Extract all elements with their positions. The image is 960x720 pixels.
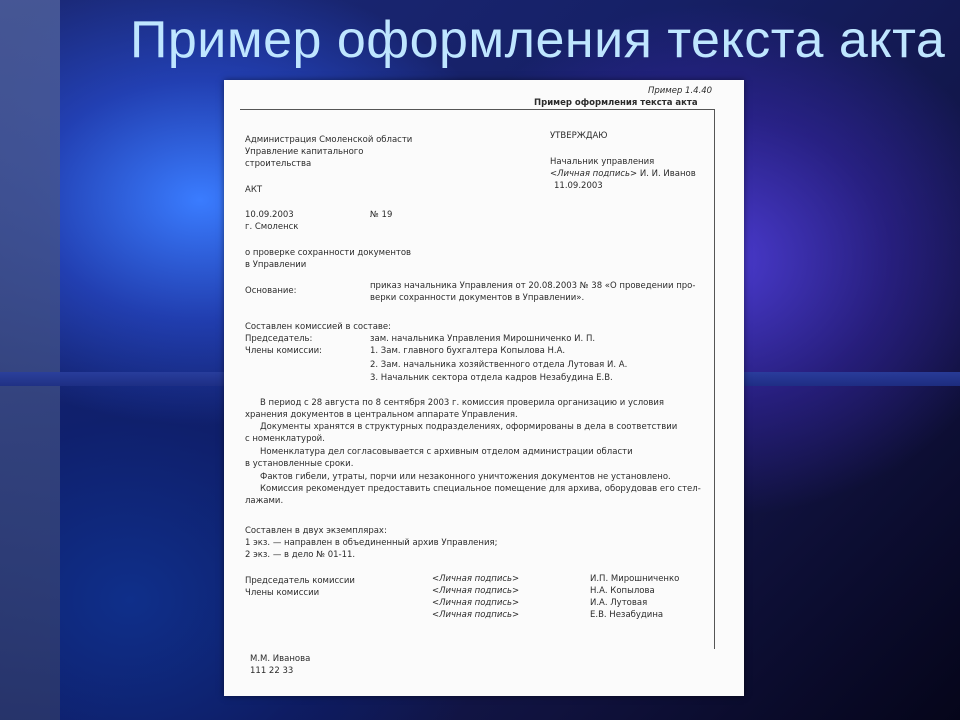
body-line-2: хранения документов в центральном аппарате Управления. — [245, 410, 518, 420]
sign-chair-label: Председатель комиссии — [245, 576, 355, 586]
signature-placeholder: <Личная подпись> — [432, 586, 520, 596]
doc-place: г. Смоленск — [245, 222, 299, 232]
basis-line-2: верки сохранности документов в Управлении». — [370, 293, 585, 303]
frame-top-line — [240, 109, 714, 110]
doc-number: № 19 — [370, 210, 393, 220]
signature-placeholder: <Личная подпись> — [432, 610, 520, 620]
approve-label: УТВЕРЖДАЮ — [550, 131, 608, 141]
body-line-1: В период с 28 августа по 8 сентября 2003 г. комиссия проверила организацию и условия — [260, 398, 664, 408]
example-number: Пример 1.4.40 — [648, 86, 713, 96]
document-sheet — [224, 80, 744, 696]
body-line-6: в установленные сроки. — [245, 459, 354, 469]
chair-label: Председатель: — [245, 334, 313, 344]
doc-date: 10.09.2003 — [245, 210, 294, 220]
doc-type: АКТ — [245, 185, 263, 195]
body-line-5: Номенклатура дел согласовывается с архивным отделом администрации области — [260, 447, 633, 457]
org-line-3: строительства — [245, 159, 312, 169]
sign-name-1: И.П. Мирошниченко — [590, 574, 680, 584]
body-line-4: с номенклатурой. — [245, 434, 325, 444]
left-decor-strip — [0, 0, 60, 720]
approve-signature: <Личная подпись> — [550, 169, 638, 179]
commission-intro: Составлен комиссией в составе: — [245, 322, 392, 332]
member-1: 1. Зам. главного бухгалтера Копылова Н.А. — [370, 346, 566, 356]
approve-signature-line — [550, 169, 696, 180]
sign-members-label: Члены комиссии — [245, 588, 320, 598]
chair-name: зам. начальника Управления Мирошниченко И. П. — [370, 334, 596, 344]
sign-name-2: Н.А. Копылова — [590, 586, 655, 596]
member-2: 2. Зам. начальника хозяйственного отдела Лутовая И. А. — [370, 360, 628, 370]
copies-line-2: 1 экз. — направлен в объединенный архив Управления; — [245, 538, 498, 548]
org-line-1: Администрация Смоленской области — [245, 135, 413, 145]
subject-line-1: о проверке сохранности документов — [245, 248, 412, 258]
executor-name: М.М. Иванова — [250, 654, 311, 664]
body-line-8: Комиссия рекомендует предоставить специальное помещение для архива, оборудовав его стел- — [260, 484, 701, 494]
subject-line-2: в Управлении — [245, 260, 307, 270]
copies-line-3: 2 экз. — в дело № 01-11. — [245, 550, 356, 560]
signature-placeholder: <Личная подпись> — [432, 598, 520, 608]
members-label: Члены комиссии: — [245, 346, 322, 356]
approve-position: Начальник управления — [550, 157, 655, 167]
executor-phone: 111 22 33 — [250, 666, 294, 676]
org-line-2: Управление капитального — [245, 147, 364, 157]
slide-title: Пример оформления текста акта — [130, 11, 946, 69]
basis-line-1: приказ начальника Управления от 20.08.2003 № 38 «О проведении про- — [370, 281, 696, 291]
sign-name-4: Е.В. Незабудина — [590, 610, 664, 620]
approve-name: И. И. Иванов — [639, 169, 696, 179]
body-line-3: Документы хранятся в структурных подразделениях, оформированы в дела в соответствии — [260, 422, 678, 432]
approve-date: 11.09.2003 — [554, 181, 603, 191]
copies-line-1: Составлен в двух экземплярах: — [245, 526, 387, 536]
frame-right-line — [714, 109, 715, 649]
body-line-9: лажами. — [245, 496, 284, 506]
member-3: 3. Начальник сектора отдела кадров Незабудина Е.В. — [370, 373, 613, 383]
sign-name-3: И.А. Лутовая — [590, 598, 648, 608]
body-line-7: Фактов гибели, утраты, порчи или незаконного уничтожения документов не установлено. — [260, 472, 671, 482]
basis-label: Основание: — [245, 286, 297, 296]
example-caption: Пример оформления текста акта — [534, 98, 698, 108]
signature-placeholder: <Личная подпись> — [432, 574, 520, 584]
